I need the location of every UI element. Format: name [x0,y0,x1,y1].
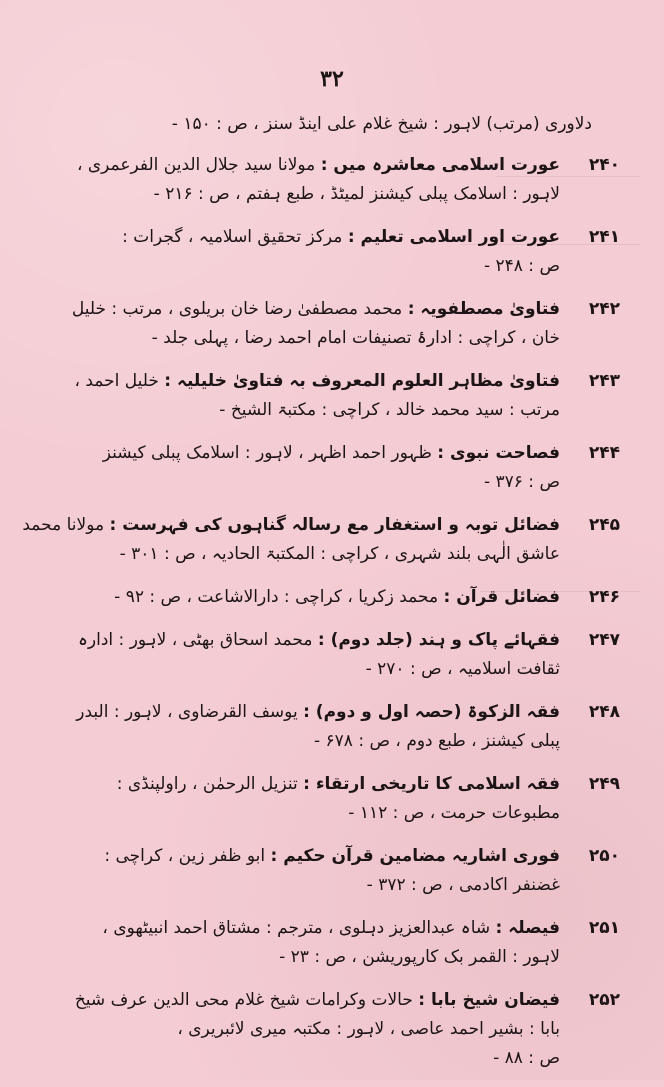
entry-text: خلیل احمد ، [74,371,165,391]
entry-text: بابا : بشیر احمد عاصی ، لاہور : مکتبہ میری لائبریری ، [177,1019,560,1039]
entry-text: یوسف القرضاوی ، لاہور : البدر [76,702,304,722]
bibliography-entry [52,223,620,281]
entry-line [52,396,560,425]
entry-number: ۲۴۷ [588,630,620,650]
entry-text: محمد مصطفیٰ رضا خان بریلوی ، مرتب : خلیل [71,299,408,319]
entry-line [52,468,560,497]
entry-title: فوری اشاریہ مضامین قرآن حکیم : [270,846,560,866]
entry-text: لاہور : القمر بک کارپوریشن ، ص : ۲۳ - [279,947,560,967]
entry-title: فتاویٰ مصطفویہ : [407,299,560,319]
entry-title: فضائل توبہ و استغفار مع رسالہ گناہوں کی فہرست : [109,515,560,535]
entry-line [52,151,560,180]
entry-text: تنزیل الرحمٰن ، راولپنڈی : [116,774,304,794]
entry-text: ابو ظفر زین ، کراچی : [104,846,271,866]
entry-line [52,914,560,943]
entry-number: ۲۵۱ [588,918,620,938]
entry-line [52,439,560,468]
entry-text: عاشق الٰہی بلند شہری ، کراچی : المکتبۃ الحادیہ ، ص : ۳۰۱ - [119,544,560,564]
entry-text: محمد اسحاق بھٹی ، لاہور : ادارہ [77,630,318,650]
page-number: ٣٢ [320,66,344,92]
bibliography-entry [52,842,620,900]
bibliography-entry [52,698,620,756]
entry-text: محمد زکریا ، کراچی : دارالاشاعت ، ص : ۹۲ - [114,587,444,607]
entry-line [52,698,560,727]
entry-line [52,295,560,324]
entry-line [52,1015,560,1044]
bibliography-entry [52,110,602,139]
entry-line [52,727,560,756]
entry-title: فتاویٰ مظاہر العلوم المعروف بہ فتاویٰ خلیلیہ : [164,371,560,391]
entry-text: مولانا محمد [22,515,110,535]
entry-text: مولانا سید جلال الدین الفرعمری ، [76,155,321,175]
entry-number: ۲۴۱ [588,227,620,247]
bibliography-list [22,110,620,1087]
entry-text: دلاوری (مرتب) لاہور : شیخ غلام علی اینڈ سنز ، ص : ۱۵۰ - [171,114,592,134]
entry-text: ص : ۳۷۶ - [483,472,560,492]
bibliography-entry [52,770,620,828]
entry-line [52,180,560,209]
entry-text: غضنفر اکادمی ، ص : ۳۷۲ - [366,875,560,895]
entry-line [52,252,560,281]
entry-line [52,367,560,396]
entry-text: ظہور احمد اظہر ، لاہور : اسلامک پبلی کیشنز [102,443,438,463]
entry-line [52,655,560,684]
entry-line [52,324,560,353]
entry-number: ۲۵۰ [588,846,620,866]
entry-title: فقہائے پاک و ہند (جلد دوم) : [317,630,560,650]
entry-line [52,110,592,139]
entry-number: ۲۴۰ [588,155,620,175]
entry-text: مطبوعات حرمت ، ص : ۱۱۲ - [348,803,560,823]
entry-number: ۲۴۵ [588,515,620,535]
entry-text: پبلی کیشنز ، طبع دوم ، ص : ۶۷۸ - [313,731,560,751]
bibliography-entry [52,295,620,353]
bibliography-entry [52,626,620,684]
entry-line [52,223,560,252]
entry-title: فقہ اسلامی کا تاریخی ارتقاء : [303,774,560,794]
entry-line [52,540,560,569]
entry-text: حالات وکرامات شیخ غلام محی الدین عرف شیخ [74,990,419,1010]
bibliography-entry [52,151,620,209]
entry-title: فصاحت نبوی : [437,443,560,463]
entry-text: مرتب : سید محمد خالد ، کراچی : مکتبۃ الشیخ - [219,400,560,420]
entry-line [52,842,560,871]
entry-title: فقہ الزکوۃ (حصہ اول و دوم) : [303,702,560,722]
entry-line [52,799,560,828]
entry-text: ثقافت اسلامیہ ، ص : ۲۷۰ - [365,659,560,679]
entry-line [52,583,560,612]
entry-title: عورت اسلامی معاشرہ میں : [320,155,560,175]
entry-number: ۲۴۹ [588,774,620,794]
entry-title: فیصلہ : [495,918,560,938]
entry-text: مرکز تحقیق اسلامیہ ، گجرات : [122,227,348,247]
bibliography-entry [52,914,620,972]
entry-line [52,626,560,655]
entry-text: لاہور : اسلامک پبلی کیشنز لمیٹڈ ، طبع ہفتم ، ص : ۲۱۶ - [153,184,560,204]
entry-text: خان ، کراچی : ادارۂ تصنیفات امام احمد رضا ، پہلی جلد - [151,328,560,348]
bibliography-entry [52,986,620,1073]
bibliography-entry [22,511,620,569]
entry-number: ۲۴۶ [588,587,620,607]
bibliography-entry [52,583,620,612]
entry-line [52,943,560,972]
entry-line [52,986,560,1015]
entry-number: ۲۴۲ [588,299,620,319]
entry-text: شاہ عبدالعزیز دہلوی ، مترجم : مشتاق احمد انبیٹھوی ، [102,918,496,938]
entry-title: عورت اور اسلامی تعلیم : [347,227,560,247]
entry-number: ۲۴۴ [588,443,620,463]
entry-number: ۲۵۲ [588,990,620,1010]
entry-line [52,1044,560,1073]
entry-number: ۲۴۳ [588,371,620,391]
entry-title: فیضان شیخ بابا : [418,990,560,1010]
bibliography-entry [52,367,620,425]
entry-text: ص : ۸۸ - [493,1048,560,1068]
entry-number: ۲۴۸ [588,702,620,722]
entry-title: فضائل قرآن : [443,587,560,607]
entry-line [22,511,560,540]
entry-line [52,770,560,799]
bibliography-entry [52,439,620,497]
entry-line [52,871,560,900]
entry-text: ص : ۲۴۸ - [483,256,560,276]
